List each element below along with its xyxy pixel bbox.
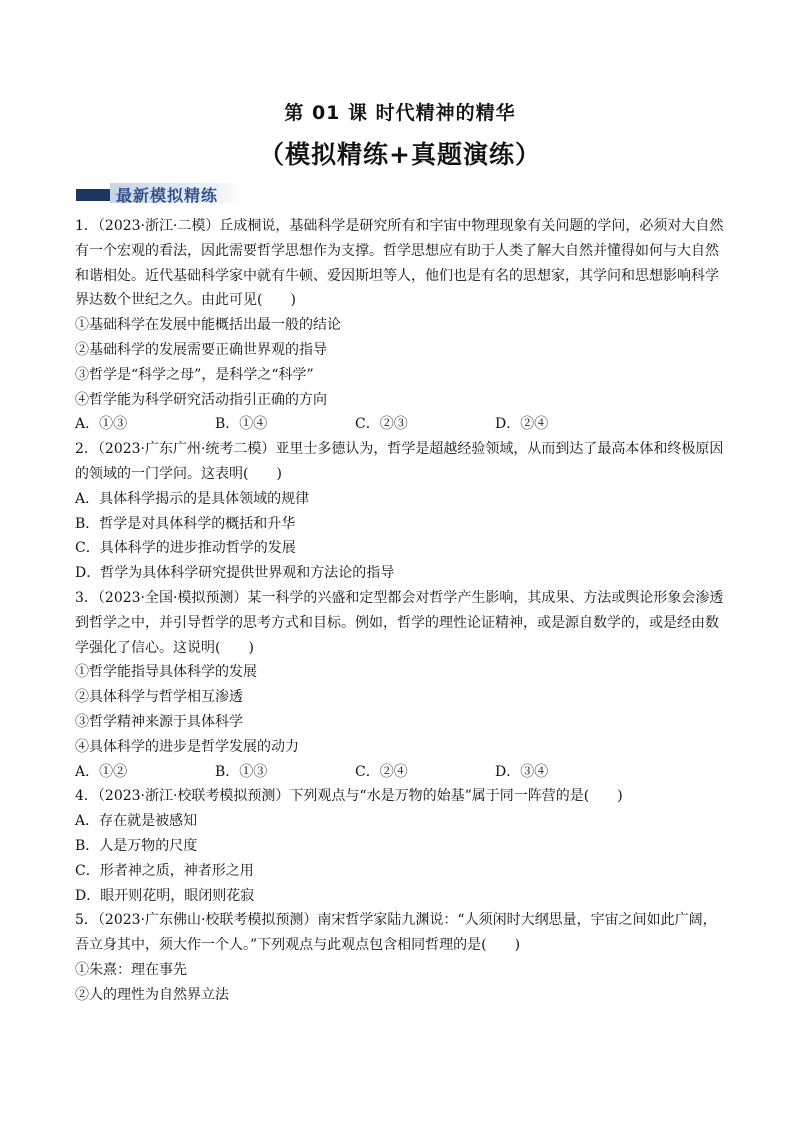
question-line: 5．（2023·广东佛山·校联考模拟预测）南宋哲学家陆九渊说：“人须闲时大纲思量，宇宙之间如此广阔， xyxy=(75,912,717,929)
option-b: B．①④ xyxy=(215,416,268,433)
lesson-subtitle: （模拟精练+真题演练） xyxy=(259,140,541,169)
answer-options xyxy=(75,760,727,785)
statement: ③哲学是“科学之母”，是科学之“科学” xyxy=(75,366,314,383)
question-line: 吾立身其中，须大作一个人。”下列观点与此观点包含相同哲理的是( ) xyxy=(75,937,521,954)
question-line: 3．（2023·全国·模拟预测）某一科学的兴盛和定型都会对哲学产生影响，其成果、方法或舆论形象会渗透 xyxy=(75,589,724,606)
question-line: 和谐相处。近代基础科学家中就有牛顿、爱因斯坦等人，他们也是有名的思想家，其学问和思想影响科学 xyxy=(75,267,719,284)
question-4 xyxy=(75,784,727,908)
question-list xyxy=(75,214,727,1008)
choice-a: A．具体科学揭示的是具体领域的规律 xyxy=(75,490,310,507)
question-3 xyxy=(75,586,727,784)
choice-d: D．眼开则花明，眼闭则花寂 xyxy=(75,887,255,904)
statement: ①朱熹：理在事先 xyxy=(75,961,187,978)
statement: ②人的理性为自然界立法 xyxy=(75,986,229,1003)
option-b: B．①③ xyxy=(215,763,268,780)
choice-b: B．哲学是对具体科学的概括和升华 xyxy=(75,515,296,532)
statement: ②具体科学与哲学相互渗透 xyxy=(75,689,243,706)
answer-options xyxy=(75,412,727,437)
question-1 xyxy=(75,214,727,437)
question-line: 的领域的一门学问。这表明( ) xyxy=(75,465,282,482)
choice-a: A．存在就是被感知 xyxy=(75,813,198,830)
question-5 xyxy=(75,908,727,1007)
question-line: 到哲学之中，并引导哲学的思考方式和目标。例如，哲学的理性论证精神，或是源自数学的，或是经由数 xyxy=(75,614,719,631)
choice-c: C．形者神之质，神者形之用 xyxy=(75,862,254,879)
option-c: C．②③ xyxy=(355,416,408,433)
section-header-label: 最新模拟精练 xyxy=(116,186,219,205)
question-line: 学强化了信心。这说明( ) xyxy=(75,639,254,656)
statement: ④具体科学的进步是哲学发展的动力 xyxy=(75,738,299,755)
statement: ②基础科学的发展需要正确世界观的指导 xyxy=(75,341,327,358)
option-d: D．②④ xyxy=(495,416,549,433)
statement: ③哲学精神来源于具体科学 xyxy=(75,713,243,730)
statement: ④哲学能为科学研究活动指引正确的方向 xyxy=(75,391,327,408)
question-line: 有一个宏观的看法，因此需要哲学思想作为支撑。哲学思想应有助于人类了解大自然并懂得如何与大自然 xyxy=(75,242,719,259)
option-d: D．③④ xyxy=(495,763,549,780)
question-line: 2．（2023·广东广州·统考二模）亚里士多德认为，哲学是超越经验领域，从而到达了最高本体和终极原因 xyxy=(75,441,724,458)
question-line: 1．（2023·浙江·二模）丘成桐说，基础科学是研究所有和宇宙中物理现象有关问题的学问，必须对大自然 xyxy=(75,218,724,234)
option-c: C．②④ xyxy=(355,763,408,780)
lesson-title: 第 01 课 时代精神的精华 xyxy=(284,102,516,124)
statement: ①哲学能指导具体科学的发展 xyxy=(75,664,257,681)
question-line: 界达数个世纪之久。由此可见( ) xyxy=(75,292,296,309)
option-a: A．①② xyxy=(75,763,128,780)
section-header xyxy=(76,181,244,207)
choice-d: D．哲学为具体科学研究提供世界观和方法论的指导 xyxy=(75,565,395,582)
option-a: A．①③ xyxy=(75,416,128,433)
statement: ①基础科学在发展中能概括出最一般的结论 xyxy=(75,317,341,334)
choice-b: B．人是万物的尺度 xyxy=(75,837,198,854)
question-2 xyxy=(75,437,727,586)
choice-c: C．具体科学的进步推动哲学的发展 xyxy=(75,540,296,557)
question-line: 4．（2023·浙江·校联考模拟预测）下列观点与“水是万物的始基”属于同一阵营的是( ) xyxy=(75,788,623,805)
